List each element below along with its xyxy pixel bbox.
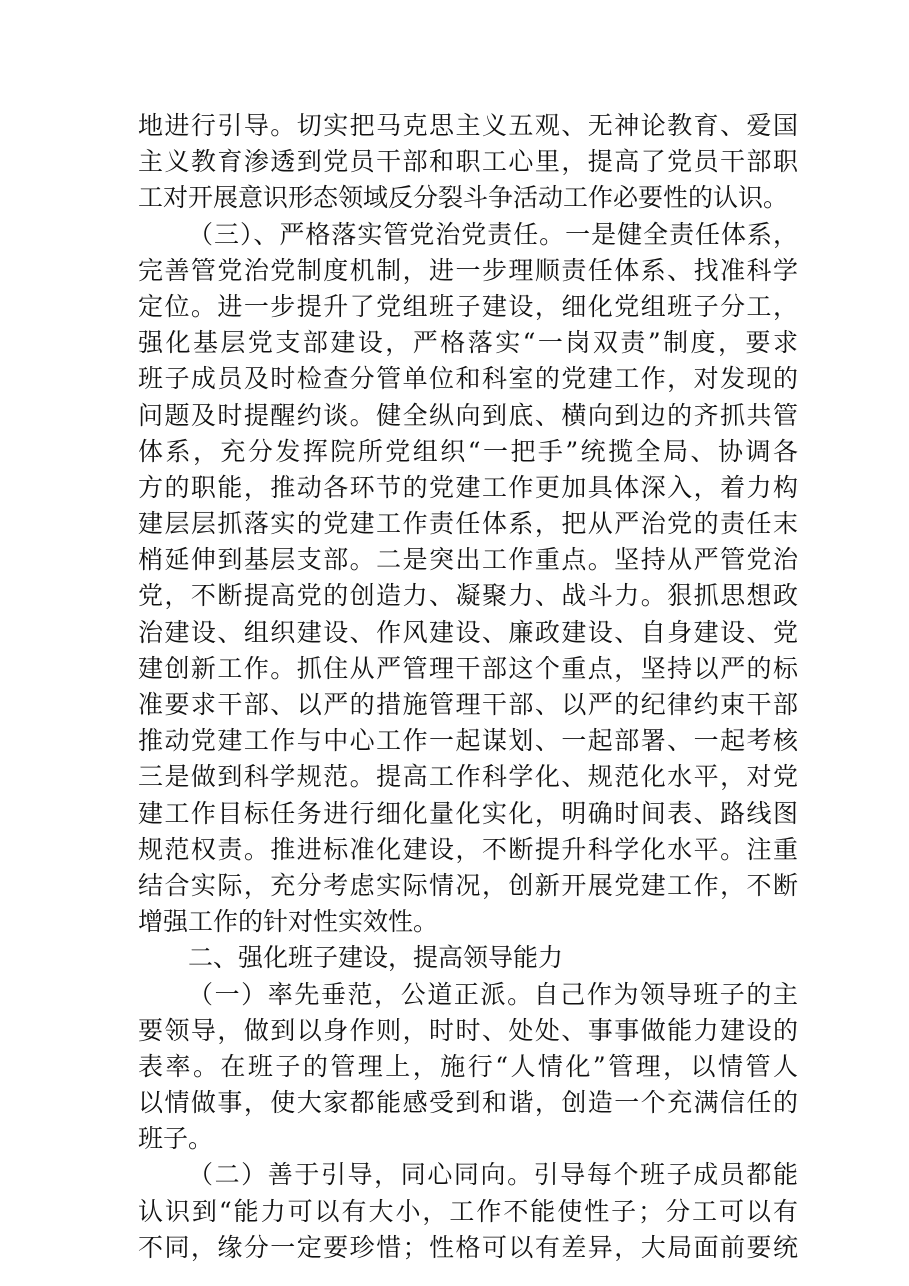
text-line: 增强工作的针对性实效性。 bbox=[138, 907, 439, 937]
text-line: 建层层抓落实的党建工作责任体系，把从严治党的责任末 bbox=[138, 509, 798, 539]
text-line: 班子。 bbox=[138, 1124, 214, 1154]
text-line: 推动党建工作与中心工作一起谋划、一起部署、一起考核 bbox=[138, 726, 798, 756]
text-line: 定位。进一步提升了党组班子建设，细化党组班子分工， bbox=[138, 291, 798, 321]
text-line: 体系，充分发挥院所党组织“一把手”统揽全局、协调各 bbox=[138, 436, 798, 466]
text-line: 方的职能，推动各环节的党建工作更加具体深入，着力构 bbox=[138, 472, 798, 502]
text-line: 建工作目标任务进行细化量化实化，明确时间表、路线图 bbox=[138, 798, 798, 828]
text-line: 三是做到科学规范。提高工作科学化、规范化水平，对党 bbox=[138, 762, 798, 792]
document-body bbox=[138, 108, 798, 1266]
text-line: 强化基层党支部建设，严格落实“一岗双责”制度，要求 bbox=[138, 328, 798, 358]
text-line: 结合实际，充分考虑实际情况，创新开展党建工作，不断 bbox=[138, 870, 798, 900]
text-line: 班子成员及时检查分管单位和科室的党建工作，对发现的 bbox=[138, 364, 798, 394]
text-line: 准要求干部、以严的措施管理干部、以严的纪律约束干部 bbox=[138, 690, 798, 719]
text-line: 梢延伸到基层支部。二是突出工作重点。坚持从严管党治 bbox=[138, 545, 798, 575]
text-line: 党，不断提高党的创造力、凝聚力、战斗力。狠抓思想政 bbox=[138, 581, 798, 611]
text-line: 表率。在班子的管理上，施行“人情化”管理，以情管人 bbox=[138, 1051, 798, 1081]
text-line: （二）善于引导，同心同向。引导每个班子成员都能 bbox=[188, 1160, 798, 1190]
section-heading: 二、强化班子建设，提高领导能力 bbox=[188, 943, 564, 973]
text-line: 规范权责。推进标准化建设，不断提升科学化水平。注重 bbox=[138, 834, 798, 864]
text-line: 地进行引导。切实把马克思主义五观、无神论教育、爱国 bbox=[138, 111, 798, 140]
text-line: 要领导，做到以身作则，时时、处处、事事做能力建设的 bbox=[138, 1015, 798, 1045]
text-line: 以情做事，使大家都能感受到和谐，创造一个充满信任的 bbox=[138, 1088, 798, 1118]
text-line: 完善管党治党制度机制，进一步理顺责任体系、找准科学 bbox=[138, 255, 798, 285]
text-line: （三）、严格落实管党治党责任。一是健全责任体系， bbox=[188, 219, 798, 249]
text-line: 主义教育渗透到党员干部和职工心里，提高了党员干部职 bbox=[138, 147, 798, 177]
text-line: 工对开展意识形态领域反分裂斗争活动工作必要性的认识。 bbox=[138, 183, 789, 213]
text-line: 不同，缘分一定要珍惜；性格可以有差异，大局面前要统 bbox=[138, 1232, 798, 1262]
text-line: 问题及时提醒约谈。健全纵向到底、横向到边的齐抓共管 bbox=[138, 400, 798, 430]
text-line: （一）率先垂范，公道正派。自己作为领导班子的主 bbox=[188, 979, 798, 1009]
text-line: 认识到“能力可以有大小，工作不能使性子；分工可以有 bbox=[138, 1196, 798, 1226]
text-line: 建创新工作。抓住从严管理干部这个重点，坚持以严的标 bbox=[138, 653, 798, 683]
text-line: 治建设、组织建设、作风建设、廉政建设、自身建设、党 bbox=[138, 617, 798, 647]
